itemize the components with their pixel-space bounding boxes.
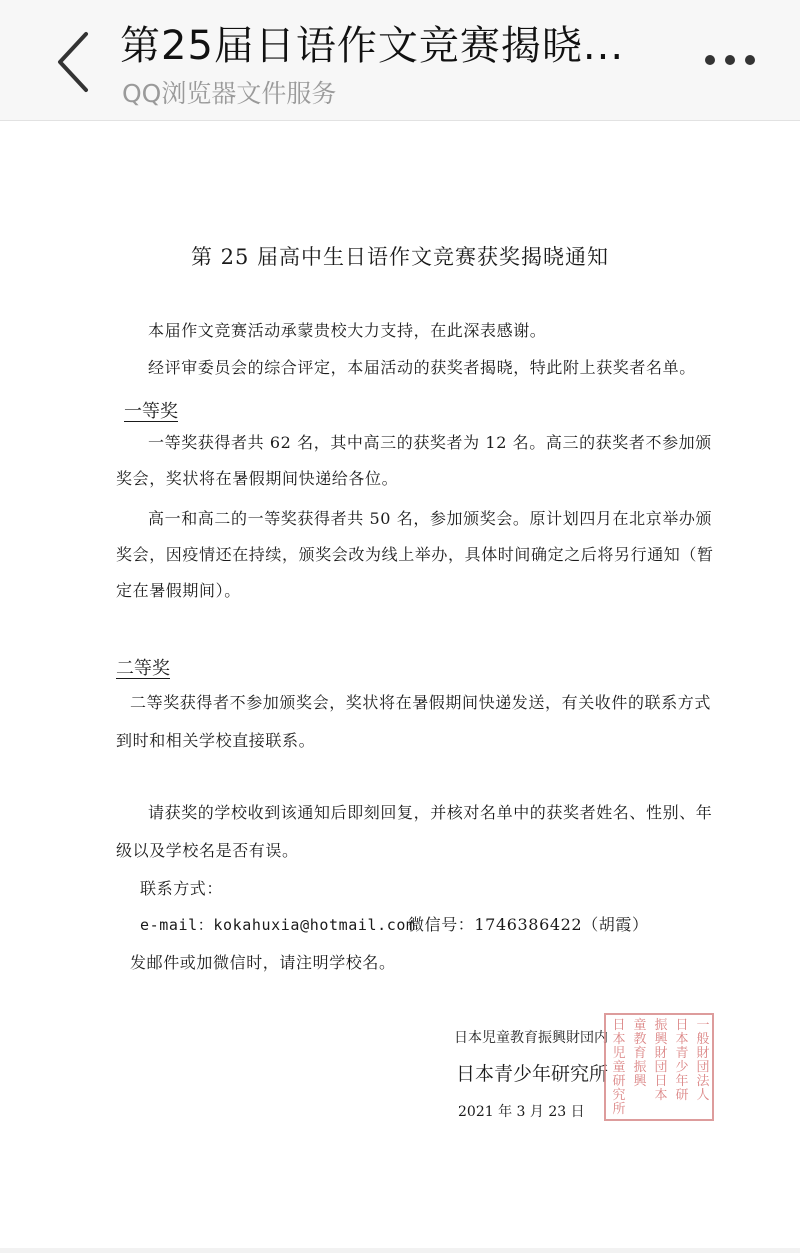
reply-text-line: 级以及学校名是否有误。 (116, 841, 299, 860)
organization-name-1: 日本児童教育振興財団内 (454, 1030, 608, 1046)
second-prize-text-line: 到时和相关学校直接联系。 (116, 731, 316, 750)
intro-paragraph-2: 经评审委员会的综合评定，本届活动的获奖者揭晓，特此附上获奖者名单。 (148, 358, 696, 377)
email-row (140, 907, 416, 943)
email-address: kokahuxia@hotmail.com (213, 916, 416, 934)
seal-text: 振興財団日本 (654, 1018, 668, 1103)
first-prize-text-line: 定在暑假期间）。 (116, 581, 241, 600)
email-label: e-mail： (140, 916, 214, 934)
document-title: 第 25 届高中生日语作文竞赛获奖揭晓通知 (190, 245, 610, 269)
back-button[interactable] (52, 30, 96, 94)
more-options-button[interactable] (700, 46, 760, 74)
first-prize-text-line: 一等奖获得者共 62 名，其中高三的获奖者为 12 名。高三的获奖者不参加颁 (148, 433, 712, 452)
chevron-left-icon (52, 30, 96, 94)
first-prize-text-line: 奖会，因疫情还在持续，颁奖会改为线上举办，具体时间确定之后将另行通知（暂 (116, 545, 714, 564)
intro-paragraph-1: 本届作文竞赛活动承蒙贵校大力支持，在此深表感谢。 (148, 321, 547, 340)
contact-note: 发邮件或加微信时，请注明学校名。 (130, 953, 396, 972)
seal-text: 日本児童研究所 (612, 1018, 626, 1117)
first-prize-text-line: 高一和高二的一等奖获得者共 50 名，参加颁奖会。原计划四月在北京举办颁 (148, 509, 713, 528)
first-prize-text-line: 奖会，奖状将在暑假期间快递给各位。 (116, 469, 399, 488)
bottom-divider (0, 1248, 800, 1253)
wechat-row (408, 907, 649, 943)
seal-text: 日本青少年研 (675, 1018, 689, 1103)
page-title: 第25届日语作文竞赛揭晓... (120, 23, 625, 69)
organization-name-2: 日本青少年研究所 (456, 1063, 609, 1085)
document-date: 2021 年 3 月 23 日 (458, 1104, 585, 1120)
reply-text-line: 请获奖的学校收到该通知后即刻回复，并核对名单中的获奖者姓名、性别、年 (148, 803, 713, 822)
wechat-id: 1746386422（胡霞） (474, 915, 649, 934)
official-seal-stamp (604, 1013, 714, 1121)
page-subtitle: QQ浏览器文件服务 (122, 79, 337, 108)
top-bar (0, 0, 800, 121)
seal-text: 童教育振興 (633, 1018, 647, 1089)
document-viewer[interactable] (0, 121, 800, 1253)
wechat-label: 微信号： (408, 915, 475, 934)
seal-text: 一般財団法人 (696, 1018, 710, 1103)
more-dots-icon (745, 55, 755, 65)
contact-label: 联系方式： (140, 879, 224, 898)
second-prize-heading: 二等奖 (116, 658, 170, 679)
second-prize-text-line: 二等奖获得者不参加颁奖会，奖状将在暑假期间快递发送，有关收件的联系方式 (130, 693, 712, 712)
first-prize-heading: 一等奖 (124, 401, 178, 422)
more-dots-icon (705, 55, 715, 65)
more-dots-icon (725, 55, 735, 65)
